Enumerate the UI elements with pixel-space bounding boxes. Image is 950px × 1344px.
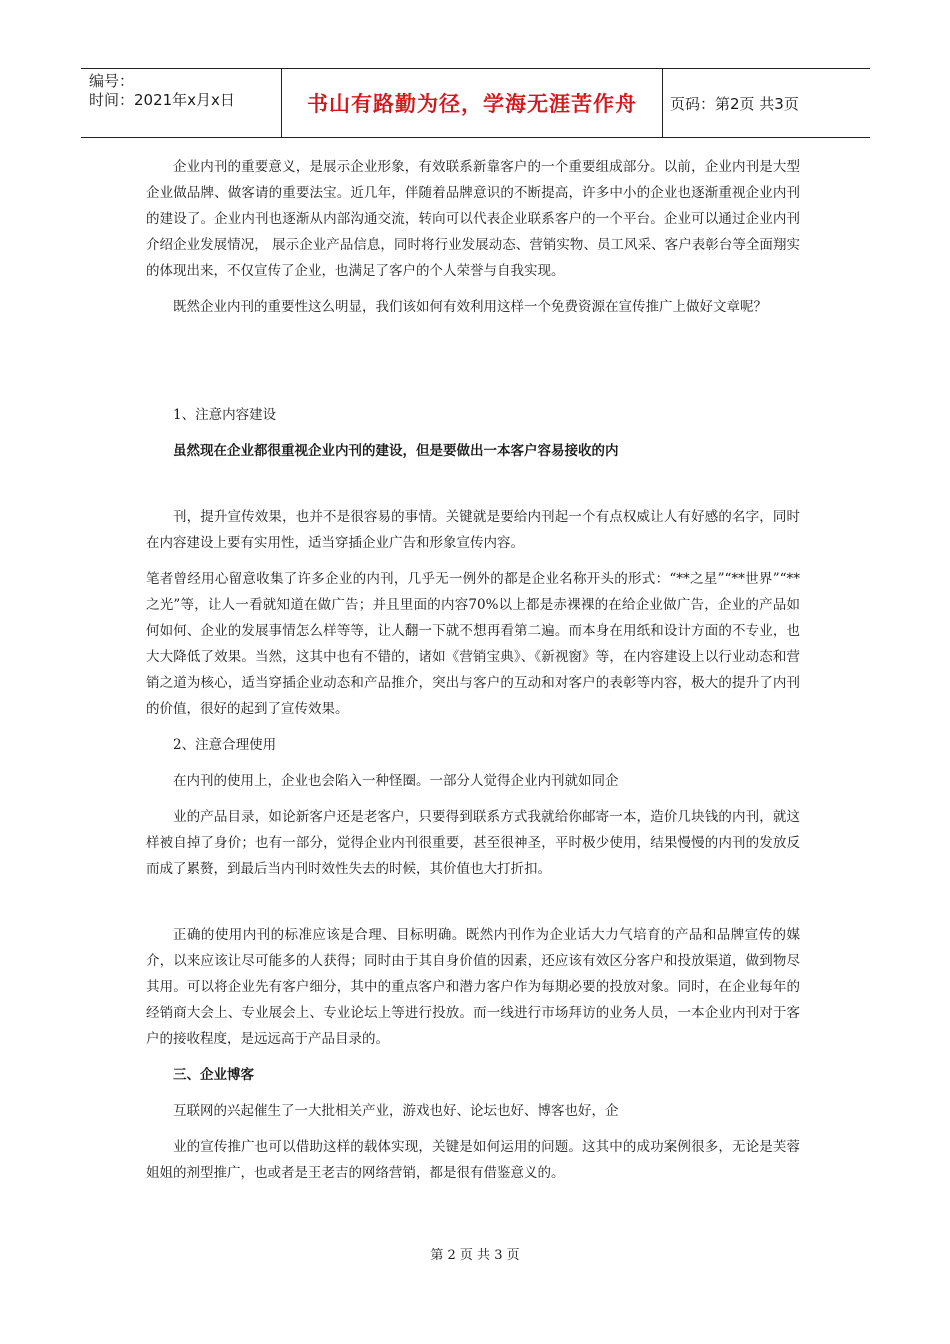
paragraph-blog-lead: 互联网的兴起催生了一大批相关产业，游戏也好、论坛也好、博客也好，企 [173, 1103, 619, 1119]
header-meta [81, 69, 281, 137]
header-page-number: 页码：第2页 共3页 [670, 94, 799, 113]
section-heading-blog: 三、企业博客 [173, 1067, 254, 1083]
paragraph-usage-detail: 业的产品目录，如论新客户还是老客户，只要得到联系方式我就给你邮寄一本，造价几块钱的内刊，就这样被自掉了身价；也有一部分，觉得企业内刊很重要，甚至很神圣，平时极少使用，结果慢慢的内刊的发放反而成了累赘，到最后当内刊时效性失去的时候，其价值也大打折扣。 [146, 809, 800, 877]
header-motto: 书山有路勤为径，学海无涯苦作舟 [307, 92, 637, 116]
page-footer: 第 2 页 共 3 页 [430, 1248, 520, 1263]
paragraph-usage-lead: 在内刊的使用上，企业也会陷入一种怪圈。一部分人觉得企业内刊就如同企 [173, 773, 619, 789]
document-number-label: 编号： [89, 72, 135, 90]
paragraph-author-observation: 笔者曾经用心留意收集了许多企业的内刊，几乎无一例外的都是企业名称开头的形式：“**之星”“**世界”“**之光”等，让人一看就知道在做广告；并且里面的内容70%以上都是赤裸裸的在给企业做广告，企业的产品如何如何、企业的发展事情怎么样等等，让人翻一下就不想再看第二遍。而本身在用纸和设计方面的不专业，也大大降低了效果。当然，这其中也有不错的，诸如《营销宝典》、《新视窗》等，在内容建设上以行业动态和营销之道为核心，适当穿插企业动态和产品推介，突出与客户的互动和对客户的表彰等内容，极大的提升了内刊的价值，很好的起到了宣传效果。 [146, 571, 800, 717]
document-time-label: 时间：2021年x月x日 [89, 91, 235, 109]
document-body [146, 154, 800, 1186]
paragraph-bold-lead: 虽然现在企业都很重视企业内刊的建设，但是要做出一本客户容易接收的内 [173, 443, 619, 459]
paragraph-blog-detail: 业的宣传推广也可以借助这样的载体实现，关键是如何运用的问题。这其中的成功案例很多，无论是芙蓉姐姐的剂型推广，也或者是王老吉的网络营销，都是很有借鉴意义的。 [146, 1139, 800, 1181]
header-motto-cell [281, 69, 663, 137]
paragraph-question: 既然企业内刊的重要性这么明显，我们该如何有效利用这样一个免费资源在宣传推广上做好文章呢？ [173, 299, 767, 315]
section-heading-content: 1、注意内容建设 [173, 407, 277, 423]
paragraph-intro: 企业内刊的重要意义，是展示企业形象，有效联系新靠客户的一个重要组成部分。以前，企业内刊是大型企业做品牌、做客请的重要法宝。近几年，伴随着品牌意识的不断提高，许多中小的企业也逐渐重视企业内刊的建设了。企业内刊也逐渐从内部沟通交流，转向可以代表企业联系客户的一个平台。企业可以通过企业内刊介绍企业发展情况， 展示企业产品信息，同时将行业发展动态、营销实物、员工风采、客户表彰台等全面翔实的体现出来，不仅宣传了企业，也满足了客户的个人荣誉与自我实现。 [146, 159, 800, 279]
paragraph-correct-usage: 正确的使用内刊的标准应该是合理、目标明确。既然内刊作为企业话大力气培育的产品和品牌宣传的媒介，以来应该让尽可能多的人获得；同时由于其自身价值的因素，还应该有效区分客户和投放渠道，做到物尽其用。可以将企业先有客户细分，其中的重点客户和潜力客户作为每期必要的投放对象。同时，在企业每年的经销商大会上、专业展会上、专业论坛上等进行投放。而一线进行市场拜访的业务人员，一本企业内刊对于客户的接收程度，是远远高于产品目录的。 [146, 927, 800, 1047]
paragraph-content-building: 刊，提升宣传效果，也并不是很容易的事情。关键就是要给内刊起一个有点权威让人有好感的名字，同时在内容建设上要有实用性，适当穿插企业广告和形象宣传内容。 [146, 509, 800, 551]
page-header [81, 68, 870, 138]
section-heading-usage: 2、注意合理使用 [173, 737, 277, 753]
